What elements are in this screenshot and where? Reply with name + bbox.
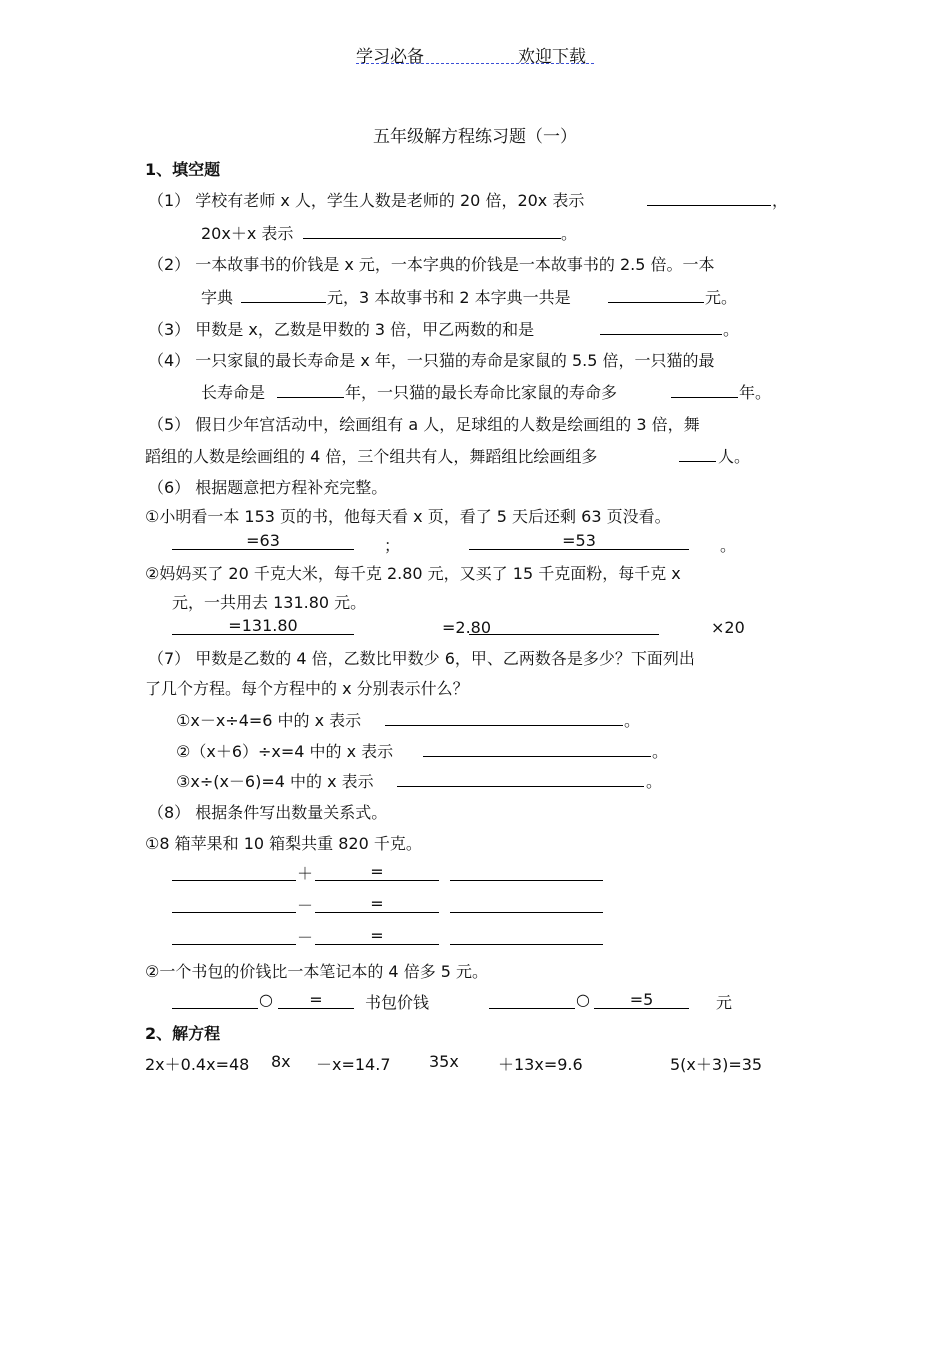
q5-line1: （5） 假日少年宫活动中，绘画组有 a 人，足球组的人数是绘画组的 3 倍，舞: [148, 415, 700, 434]
header-dashed-rule: [356, 63, 594, 64]
q6-item2-cont: 元，一共用去 131.80 元。: [172, 593, 367, 612]
q8-r2-blank1[interactable]: [172, 896, 296, 913]
q7-item2: ②（x＋6）÷x=4 中的 x 表示: [176, 742, 394, 761]
q7-item1: ①x－x÷4=6 中的 x 表示: [176, 711, 362, 730]
q7-end2: 。: [652, 742, 669, 761]
q8-r3-blank2[interactable]: =: [315, 928, 439, 945]
q6-item2: ②妈妈买了 20 千克大米，每千克 2.80 元，又买了 15 千克面粉，每千克 x: [145, 564, 681, 583]
q4-prefix: 长寿命是: [201, 383, 266, 402]
q7-blank2[interactable]: [423, 740, 651, 757]
q6-eq2[interactable]: =53: [469, 533, 689, 550]
q8-heading: （8） 根据条件写出数量关系式。: [148, 803, 388, 822]
q8-item1: ①8 箱苹果和 10 箱梨共重 820 千克。: [145, 834, 422, 853]
q6-eq4-blank[interactable]: [469, 618, 659, 635]
q6-eq1[interactable]: =63: [172, 533, 354, 550]
section-solve-equations: 2、解方程: [145, 1024, 221, 1043]
q6-semicolon: ；: [384, 536, 401, 555]
q8-r3-blank3[interactable]: [450, 928, 603, 945]
q1-blank1[interactable]: [647, 189, 771, 206]
q8-item2: ②一个书包的价钱比一本笔记本的 4 倍多 5 元。: [145, 962, 489, 981]
q7-blank1[interactable]: [385, 709, 623, 726]
q8-s1-circle: ○: [259, 990, 273, 1009]
q8-r1-blank1[interactable]: [172, 864, 296, 881]
q5-line2: 蹈组的人数是绘画组的 4 倍，三个组共有人，舞蹈组比绘画组多: [145, 447, 598, 466]
q8-r2-blank3[interactable]: [450, 896, 603, 913]
q2-mid: 元，3 本故事书和 2 本字典一共是: [327, 288, 571, 307]
equation-2b: －x=14.7: [316, 1055, 391, 1074]
q8-r2-minus: －: [297, 896, 314, 915]
q4-line1: （4） 一只家鼠的最长寿命是 x 年，一只猫的寿命是家鼠的 5.5 倍，一只猫的最: [148, 351, 715, 370]
q8-s2-circle: ○: [576, 990, 590, 1009]
equation-3a: 35x: [429, 1052, 459, 1071]
q6-eq5: ×20: [711, 618, 745, 637]
q3-line: （3） 甲数是 x，乙数是甲数的 3 倍，甲乙两数的和是: [148, 320, 535, 339]
q6-period: 。: [720, 536, 737, 555]
q8-bag-price: 书包价钱: [365, 993, 430, 1012]
q1-comma: ，: [772, 191, 789, 210]
q2-blank2[interactable]: [608, 286, 704, 303]
header-right: 欢迎下载: [518, 47, 586, 67]
equation-3b: ＋13x=9.6: [498, 1055, 583, 1074]
q6-eq4-label: =2.80: [442, 618, 492, 637]
q8-r1-plus: ＋: [297, 864, 314, 883]
q1-line1: （1） 学校有老师 x 人，学生人数是老师的 20 倍，20x 表示: [148, 191, 585, 210]
q6-item1: ①小明看一本 153 页的书，他每天看 x 页，看了 5 天后还剩 63 页没看。: [145, 507, 671, 526]
q8-s1-blank1[interactable]: [172, 992, 258, 1009]
equation-4: 5(x＋3)=35: [670, 1055, 763, 1074]
q4-mid: 年，一只猫的最长寿命比家鼠的寿命多: [345, 383, 618, 402]
section-fill-blank: 1、填空题: [145, 160, 221, 179]
q5-blank[interactable]: [679, 445, 716, 462]
q1-period: 。: [561, 224, 578, 243]
equation-2a: 8x: [271, 1052, 291, 1071]
q1-blank2[interactable]: [303, 222, 561, 239]
q8-s1-blank2[interactable]: =: [278, 992, 354, 1009]
q8-r3-minus: －: [297, 928, 314, 947]
q8-r1-blank3[interactable]: [450, 864, 603, 881]
q4-blank2[interactable]: [671, 381, 738, 398]
page-title: 五年级解方程练习题（一）: [373, 127, 577, 147]
q5-end: 人。: [718, 447, 751, 466]
q2-blank1[interactable]: [241, 286, 326, 303]
q4-end: 年。: [739, 383, 772, 402]
q7-item3: ③x÷(x－6)=4 中的 x 表示: [176, 772, 374, 791]
q2-end: 元。: [705, 288, 738, 307]
q8-r1-blank2[interactable]: =: [315, 864, 439, 881]
q2-prefix: 字典: [201, 288, 234, 307]
q3-blank[interactable]: [600, 318, 722, 335]
q2-line1: （2） 一本故事书的价钱是 x 元，一本字典的价钱是一本故事书的 2.5 倍。一本: [148, 255, 715, 274]
q7-end1: 。: [624, 711, 641, 730]
q8-r2-blank2[interactable]: =: [315, 896, 439, 913]
q1-line2: 20x＋x 表示: [201, 224, 294, 243]
q8-s2-blank1[interactable]: [489, 992, 575, 1009]
q7-line2: 了几个方程。每个方程中的 x 分别表示什么？: [145, 679, 469, 698]
q7-end3: 。: [646, 772, 663, 791]
equation-1: 2x＋0.4x=48: [145, 1055, 250, 1074]
q6-eq3[interactable]: =131.80: [172, 618, 354, 635]
q4-blank1[interactable]: [277, 381, 344, 398]
q8-r3-blank1[interactable]: [172, 928, 296, 945]
q6-heading: （6） 根据题意把方程补充完整。: [148, 478, 388, 497]
q3-end: 。: [723, 320, 740, 339]
q7-blank3[interactable]: [397, 770, 644, 787]
q7-line1: （7） 甲数是乙数的 4 倍，乙数比甲数少 6，甲、乙两数各是多少？下面列出: [148, 649, 695, 668]
header-left: 学习必备: [356, 47, 424, 67]
q8-yuan: 元: [716, 993, 733, 1012]
q8-s2-blank2[interactable]: =5: [594, 992, 689, 1009]
